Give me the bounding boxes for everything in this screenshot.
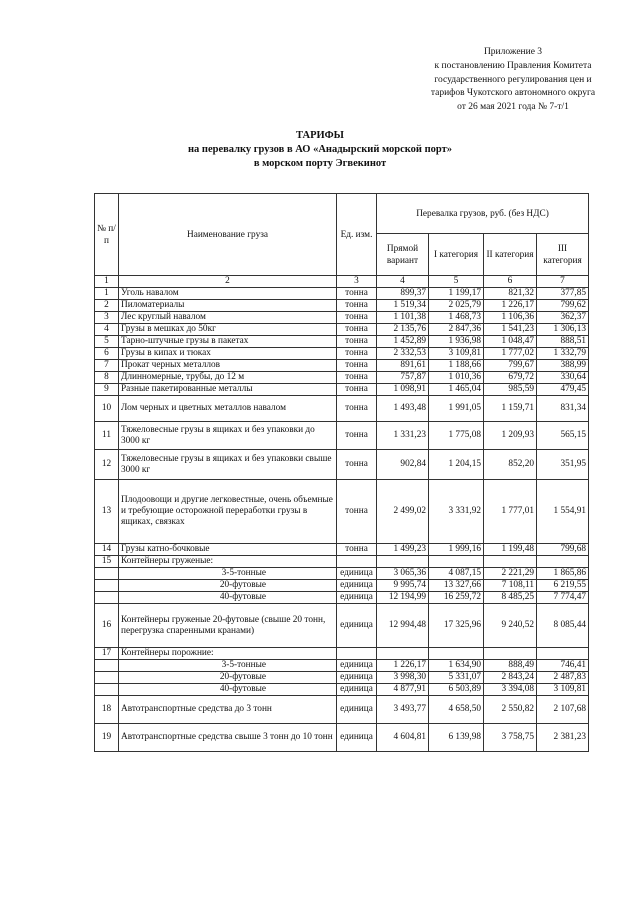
unit-cell (337, 556, 377, 568)
price-cat1: 17 325,96 (429, 604, 484, 648)
price-cat1: 1 775,08 (429, 422, 484, 450)
price-cat1: 3 109,81 (429, 348, 484, 360)
unit-cell: тонна (337, 312, 377, 324)
header-cat1: I категория (429, 234, 484, 276)
cargo-name: 3-5-тонные (119, 568, 337, 580)
price-direct: 4 604,81 (377, 724, 429, 752)
price-direct: 1 493,48 (377, 396, 429, 422)
price-cat2: 1 226,17 (484, 300, 537, 312)
unit-cell: единица (337, 672, 377, 684)
row-number: 12 (95, 450, 119, 480)
price-cat3: 8 085,44 (537, 604, 589, 648)
price-cat3: 799,68 (537, 544, 589, 556)
unit-cell: тонна (337, 396, 377, 422)
price-direct: 1 331,23 (377, 422, 429, 450)
unit-cell: тонна (337, 544, 377, 556)
price-direct: 3 493,77 (377, 696, 429, 724)
price-cat2: 7 108,11 (484, 580, 537, 592)
cargo-name: 40-футовые (119, 684, 337, 696)
price-cat2 (484, 556, 537, 568)
price-cat3: 479,45 (537, 384, 589, 396)
row-number: 1 (95, 288, 119, 300)
unit-cell (337, 648, 377, 660)
price-cat1: 1 468,73 (429, 312, 484, 324)
price-cat2: 1 209,93 (484, 422, 537, 450)
price-cat3: 7 774,47 (537, 592, 589, 604)
price-cat3: 330,64 (537, 372, 589, 384)
price-cat3: 831,34 (537, 396, 589, 422)
table-row (95, 592, 589, 604)
price-cat1: 16 259,72 (429, 592, 484, 604)
column-number: 3 (337, 276, 377, 288)
price-direct: 1 499,23 (377, 544, 429, 556)
appendix-line: от 26 мая 2021 года № 7-т/1 (457, 102, 569, 113)
document-title (0, 129, 640, 171)
cargo-name: 20-футовые (119, 580, 337, 592)
table-row (95, 648, 589, 660)
appendix-line: тарифов Чукотского автономного округа (430, 88, 596, 99)
unit-cell: тонна (337, 360, 377, 372)
row-number (95, 580, 119, 592)
cargo-name: Тяжеловесные грузы в ящиках и без упаковки свыше 3000 кг (119, 450, 337, 480)
price-direct: 2 135,76 (377, 324, 429, 336)
price-cat3: 746,41 (537, 660, 589, 672)
appendix-line: государственного регулирования цен и (434, 74, 592, 85)
tariffs-table (94, 193, 589, 752)
row-number: 5 (95, 336, 119, 348)
price-cat2: 1 541,23 (484, 324, 537, 336)
price-cat1: 2 025,79 (429, 300, 484, 312)
price-cat1: 6 139,98 (429, 724, 484, 752)
price-direct: 1 226,17 (377, 660, 429, 672)
row-number: 6 (95, 348, 119, 360)
price-direct: 4 877,91 (377, 684, 429, 696)
price-cat3: 1 306,13 (537, 324, 589, 336)
table-row (95, 696, 589, 724)
cargo-name: Пиломатериалы (119, 300, 337, 312)
price-cat2: 852,20 (484, 450, 537, 480)
unit-cell: единица (337, 696, 377, 724)
cargo-name: 20-футовые (119, 672, 337, 684)
price-cat2: 1 159,71 (484, 396, 537, 422)
unit-cell: единица (337, 580, 377, 592)
price-cat1: 1 010,36 (429, 372, 484, 384)
cargo-name: Автотранспортные средства свыше 3 тонн до 10 тонн (119, 724, 337, 752)
row-number: 18 (95, 696, 119, 724)
price-cat1: 1 999,16 (429, 544, 484, 556)
price-cat3: 377,85 (537, 288, 589, 300)
cargo-name: 3-5-тонные (119, 660, 337, 672)
header-name: Наименование груза (119, 194, 337, 276)
price-cat1: 13 327,66 (429, 580, 484, 592)
unit-cell: единица (337, 684, 377, 696)
price-cat3: 799,62 (537, 300, 589, 312)
table-row (95, 384, 589, 396)
unit-cell: единица (337, 592, 377, 604)
price-cat2: 1 048,47 (484, 336, 537, 348)
title-line: ТАРИФЫ (296, 130, 344, 141)
unit-cell: тонна (337, 450, 377, 480)
price-cat2: 3 758,75 (484, 724, 537, 752)
table-row (95, 684, 589, 696)
price-cat3 (537, 648, 589, 660)
price-cat2: 9 240,52 (484, 604, 537, 648)
table-row (95, 672, 589, 684)
cargo-name: Плодоовощи и другие легковестные, очень объемные и требующие осторожной переработки грузы в ящиках, связках (119, 480, 337, 544)
row-number (95, 660, 119, 672)
price-cat3: 2 107,68 (537, 696, 589, 724)
price-direct: 891,61 (377, 360, 429, 372)
price-cat1: 5 331,07 (429, 672, 484, 684)
header-no: № п/п (95, 194, 119, 276)
price-cat3: 2 487,83 (537, 672, 589, 684)
price-cat2: 1 777,01 (484, 480, 537, 544)
table-row (95, 288, 589, 300)
table-row (95, 604, 589, 648)
price-cat2: 985,59 (484, 384, 537, 396)
table-row (95, 422, 589, 450)
cargo-name: Грузы в кипах и тюках (119, 348, 337, 360)
table-row (95, 568, 589, 580)
table-row (95, 312, 589, 324)
cargo-name: Лес круглый навалом (119, 312, 337, 324)
column-number: 5 (429, 276, 484, 288)
price-cat3: 362,37 (537, 312, 589, 324)
price-cat3 (537, 556, 589, 568)
cargo-name: 40-футовые (119, 592, 337, 604)
unit-cell: единица (337, 568, 377, 580)
price-cat3: 3 109,81 (537, 684, 589, 696)
row-number: 15 (95, 556, 119, 568)
table-row (95, 450, 589, 480)
price-cat1 (429, 556, 484, 568)
unit-cell: тонна (337, 336, 377, 348)
header-group: Перевалка грузов, руб. (без НДС) (377, 194, 589, 234)
row-number: 19 (95, 724, 119, 752)
unit-cell: единица (337, 604, 377, 648)
price-direct: 1 101,38 (377, 312, 429, 324)
unit-cell: единица (337, 724, 377, 752)
price-direct: 899,37 (377, 288, 429, 300)
table-row (95, 300, 589, 312)
row-number: 2 (95, 300, 119, 312)
row-number: 11 (95, 422, 119, 450)
row-number: 16 (95, 604, 119, 648)
price-cat3: 2 381,23 (537, 724, 589, 752)
table-row (95, 372, 589, 384)
price-cat2: 2 550,82 (484, 696, 537, 724)
unit-cell: тонна (337, 422, 377, 450)
price-cat2: 2 221,29 (484, 568, 537, 580)
unit-cell: тонна (337, 372, 377, 384)
price-cat2: 679,72 (484, 372, 537, 384)
price-cat2: 3 394,08 (484, 684, 537, 696)
cargo-name: Прокат черных металлов (119, 360, 337, 372)
price-cat1: 3 331,92 (429, 480, 484, 544)
price-cat3: 1 554,91 (537, 480, 589, 544)
price-direct: 12 194,99 (377, 592, 429, 604)
price-direct: 2 332,53 (377, 348, 429, 360)
price-cat2 (484, 648, 537, 660)
row-number: 13 (95, 480, 119, 544)
row-number: 10 (95, 396, 119, 422)
column-number: 1 (95, 276, 119, 288)
price-cat1: 2 847,36 (429, 324, 484, 336)
price-direct: 757,87 (377, 372, 429, 384)
price-cat1: 1 634,90 (429, 660, 484, 672)
row-number: 14 (95, 544, 119, 556)
cargo-name: Лом черных и цветных металлов навалом (119, 396, 337, 422)
price-cat1: 1 188,66 (429, 360, 484, 372)
table-row (95, 480, 589, 544)
column-number: 2 (119, 276, 337, 288)
price-cat2: 1 777,02 (484, 348, 537, 360)
cargo-name: Длинномерные, трубы, до 12 м (119, 372, 337, 384)
cargo-name: Грузы катно-бочковые (119, 544, 337, 556)
row-number: 4 (95, 324, 119, 336)
price-cat1: 1 936,98 (429, 336, 484, 348)
price-cat2: 2 843,24 (484, 672, 537, 684)
price-direct: 1 098,91 (377, 384, 429, 396)
price-cat1: 1 991,05 (429, 396, 484, 422)
table-row (95, 724, 589, 752)
unit-cell: тонна (337, 480, 377, 544)
price-cat2: 799,67 (484, 360, 537, 372)
price-direct: 9 995,74 (377, 580, 429, 592)
table-row (95, 360, 589, 372)
price-cat3: 6 219,55 (537, 580, 589, 592)
table-row (95, 660, 589, 672)
row-number: 7 (95, 360, 119, 372)
column-number: 7 (537, 276, 589, 288)
row-number (95, 672, 119, 684)
price-direct (377, 648, 429, 660)
row-number: 17 (95, 648, 119, 660)
price-cat3: 1 865,86 (537, 568, 589, 580)
unit-cell: тонна (337, 348, 377, 360)
price-cat1: 4 087,15 (429, 568, 484, 580)
price-direct: 1 452,89 (377, 336, 429, 348)
cargo-name: Контейнеры порожние: (119, 648, 337, 660)
appendix-line: Приложение 3 (483, 47, 543, 57)
price-cat1: 1 204,15 (429, 450, 484, 480)
cargo-name: Контейнеры груженые: (119, 556, 337, 568)
price-direct (377, 556, 429, 568)
price-cat3: 565,15 (537, 422, 589, 450)
price-direct: 12 994,48 (377, 604, 429, 648)
header-direct: Прямой вариант (377, 234, 429, 276)
price-direct: 1 519,34 (377, 300, 429, 312)
appendix-note (428, 46, 598, 115)
unit-cell: тонна (337, 384, 377, 396)
price-cat2: 8 485,25 (484, 592, 537, 604)
appendix-line: к постановлению Правления Комитета (434, 60, 592, 71)
price-cat3: 388,99 (537, 360, 589, 372)
price-cat2: 821,32 (484, 288, 537, 300)
table-row (95, 556, 589, 568)
table-row (95, 396, 589, 422)
price-cat3: 351,95 (537, 450, 589, 480)
row-number: 3 (95, 312, 119, 324)
column-number: 4 (377, 276, 429, 288)
row-number (95, 592, 119, 604)
price-cat1 (429, 648, 484, 660)
price-cat2: 1 199,48 (484, 544, 537, 556)
row-number: 8 (95, 372, 119, 384)
header-cat3: III категория (537, 234, 589, 276)
table-row (95, 336, 589, 348)
column-numbers-row (95, 276, 589, 288)
header-unit: Ед. изм. (337, 194, 377, 276)
price-cat2: 888,49 (484, 660, 537, 672)
price-direct: 3 998,30 (377, 672, 429, 684)
price-direct: 3 065,36 (377, 568, 429, 580)
cargo-name: Уголь навалом (119, 288, 337, 300)
cargo-name: Грузы в мешках до 50кг (119, 324, 337, 336)
cargo-name: Тарно-штучные грузы в пакетах (119, 336, 337, 348)
title-line: на перевалку грузов в АО «Анадырский морской порт» (187, 144, 453, 155)
unit-cell: тонна (337, 324, 377, 336)
cargo-name: Разные пакетированные металлы (119, 384, 337, 396)
unit-cell: единица (337, 660, 377, 672)
price-cat1: 1 465,04 (429, 384, 484, 396)
price-cat1: 4 658,50 (429, 696, 484, 724)
price-direct: 902,84 (377, 450, 429, 480)
price-cat1: 6 503,89 (429, 684, 484, 696)
header-cat2: II категория (484, 234, 537, 276)
price-cat3: 888,51 (537, 336, 589, 348)
price-cat1: 1 199,17 (429, 288, 484, 300)
price-direct: 2 499,02 (377, 480, 429, 544)
table-body (95, 288, 589, 752)
table-row (95, 580, 589, 592)
table-row (95, 324, 589, 336)
unit-cell: тонна (337, 300, 377, 312)
unit-cell: тонна (337, 288, 377, 300)
price-cat2: 1 106,36 (484, 312, 537, 324)
row-number (95, 568, 119, 580)
cargo-name: Автотранспортные средства до 3 тонн (119, 696, 337, 724)
price-cat3: 1 332,79 (537, 348, 589, 360)
table-row (95, 348, 589, 360)
title-line: в морском порту Эгвекинот (253, 158, 387, 169)
row-number (95, 684, 119, 696)
cargo-name: Тяжеловесные грузы в ящиках и без упаковки до 3000 кг (119, 422, 337, 450)
row-number: 9 (95, 384, 119, 396)
table-row (95, 544, 589, 556)
column-number: 6 (484, 276, 537, 288)
cargo-name: Контейнеры груженые 20-футовые (свыше 20 тонн, перегрузка спаренными кранами) (119, 604, 337, 648)
